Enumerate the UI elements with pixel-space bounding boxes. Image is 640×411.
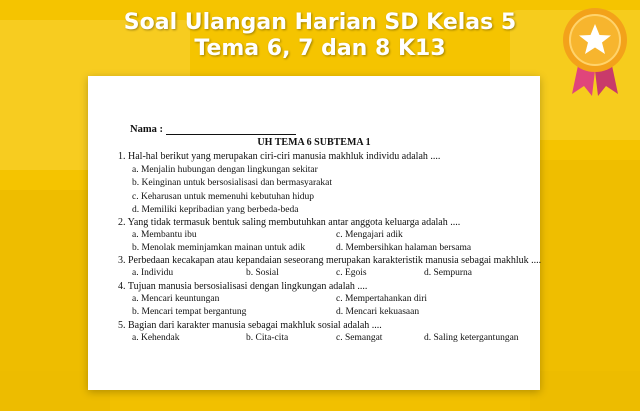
question-4-option-a: a. Mencari keuntungan: [132, 294, 220, 304]
question-3-option-b: b. Sosial: [246, 268, 279, 278]
question-2: 2. Yang tidak termasuk bentuk saling membutuhkan antar anggota keluarga adalah ....: [118, 217, 461, 228]
question-1-option-a: a. Menjalin hubungan dengan lingkungan sekitar: [132, 165, 318, 175]
question-3-option-c: c. Egois: [336, 268, 367, 278]
question-1-option-d: d. Memiliki kepribadian yang berbeda-beda: [132, 205, 299, 215]
question-4-option-b: b. Mencari tempat bergantung: [132, 307, 247, 317]
question-2-option-a: a. Membantu ibu: [132, 230, 197, 240]
question-1: 1. Hal-hal berikut yang merupakan ciri-ciri manusia makhluk individu adalah ....: [118, 151, 441, 162]
question-5-option-b: b. Cita-cita: [246, 333, 289, 343]
question-5: 5. Bagian dari karakter manusia sebagai makhluk sosial adalah ....: [118, 320, 382, 331]
star-badge: [560, 4, 630, 96]
question-5-option-c: c. Semangat: [336, 333, 383, 343]
question-1-option-b: b. Keinginan untuk bersosialisasi dan bermasyarakat: [132, 178, 332, 188]
sheet-heading: UH TEMA 6 SUBTEMA 1: [257, 137, 371, 148]
question-2-option-b: b. Menolak meminjamkan mainan untuk adik: [132, 243, 306, 253]
question-4-option-d: d. Mencari kekuasaan: [336, 307, 420, 317]
question-5-option-a: a. Kehendak: [132, 333, 180, 343]
name-blank-line: [166, 124, 296, 135]
name-label: Nama :: [130, 124, 163, 135]
question-2-option-d: d. Membersihkan halaman bersama: [336, 243, 472, 253]
page-title: [0, 10, 640, 62]
title-line-1: Soal Ulangan Harian SD Kelas 5: [123, 10, 517, 35]
question-1-option-c: c. Keharusan untuk memenuhi kebutuhan hidup: [132, 192, 315, 202]
question-3-option-a: a. Individu: [132, 268, 174, 278]
title-line-2: Tema 6, 7 dan 8 K13: [194, 36, 446, 61]
question-4: 4. Tujuan manusia bersosialisasi dengan lingkungan adalah ....: [118, 281, 368, 292]
question-3: 3. Perbedaan kecakapan atau kepandaian seseorang merupakan karakteristik manusia sebagai makhluk ....: [118, 255, 542, 266]
star-icon: [560, 4, 630, 96]
question-5-option-d: d. Saling ketergantungan: [424, 333, 519, 343]
question-3-option-d: d. Sempurna: [424, 268, 473, 278]
name-field: [130, 124, 296, 135]
question-4-option-c: c. Mempertahankan diri: [336, 294, 428, 304]
worksheet: [88, 76, 540, 390]
question-2-option-c: c. Mengajari adik: [336, 230, 403, 240]
